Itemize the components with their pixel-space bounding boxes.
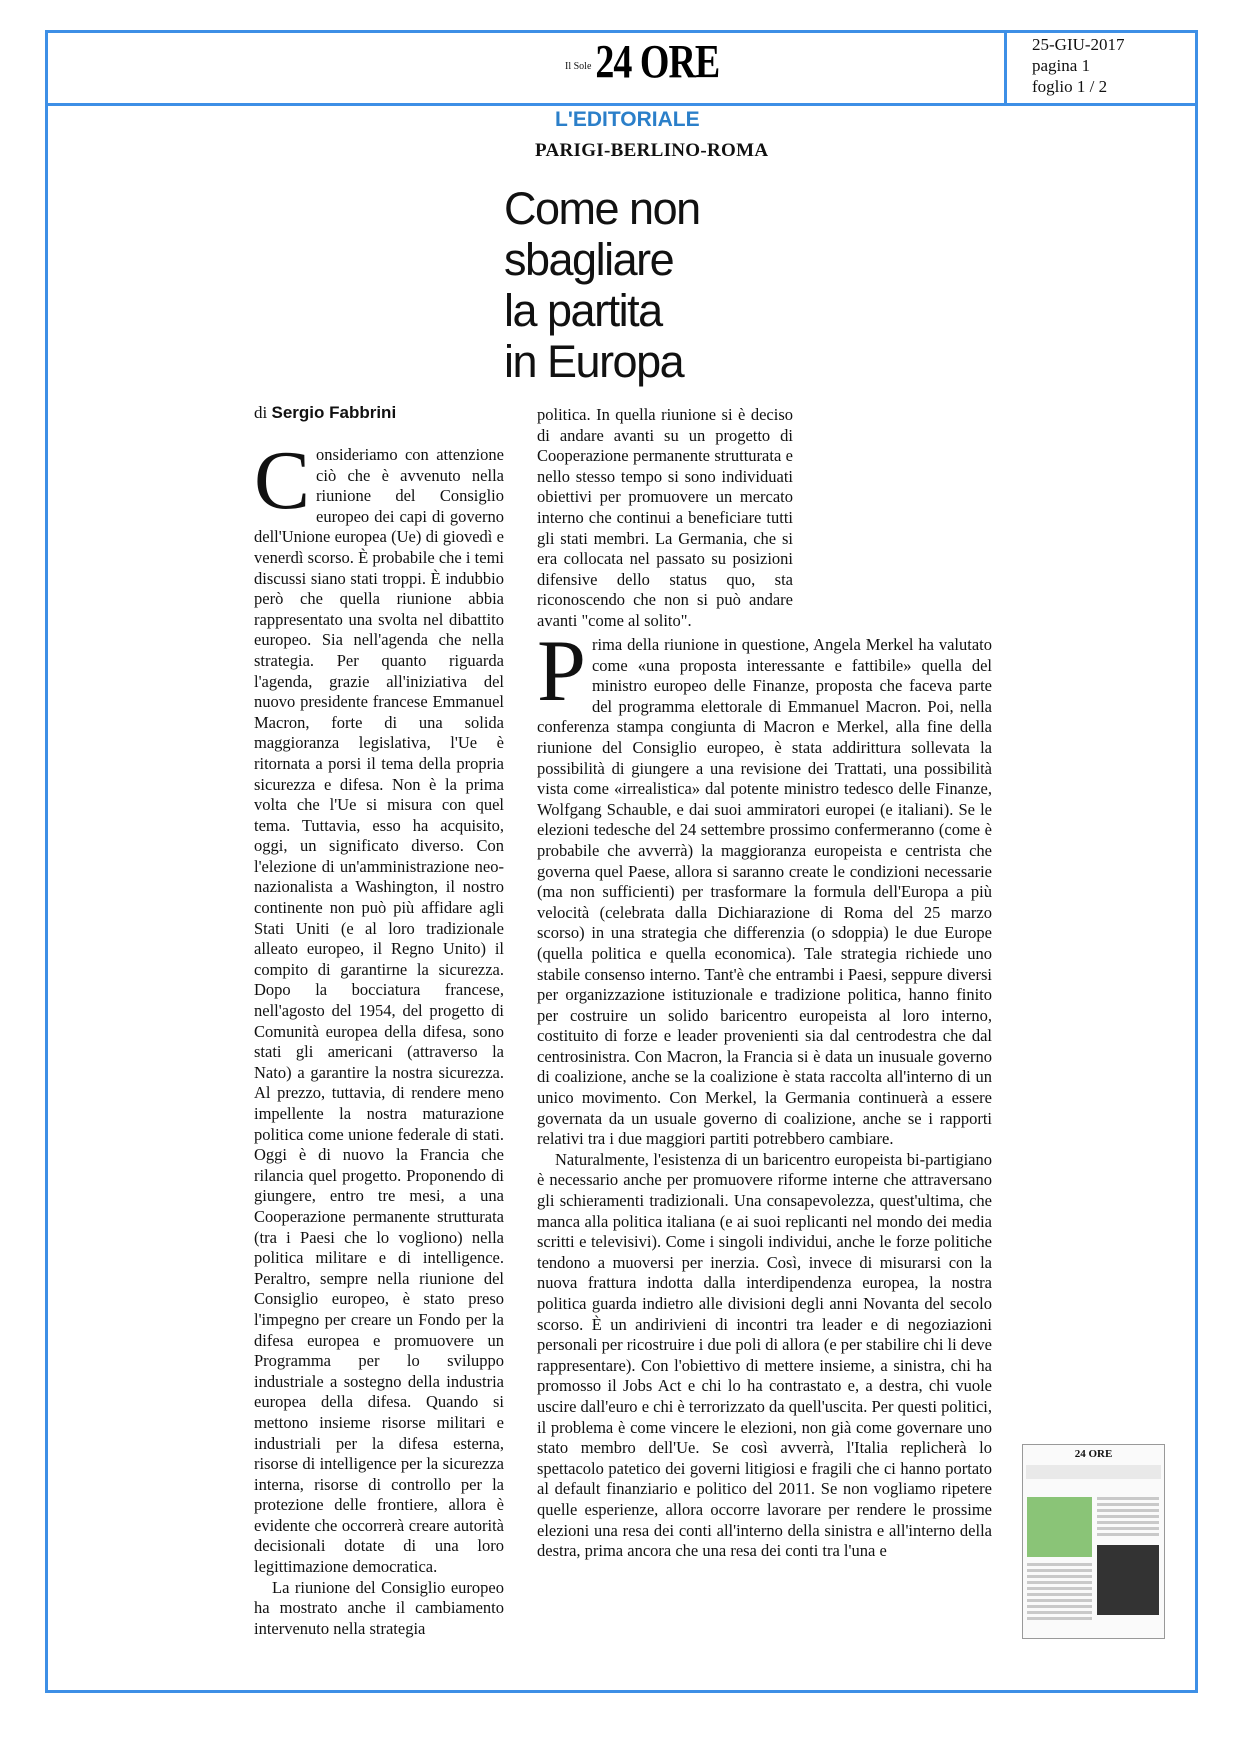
byline-prefix: di: [254, 403, 268, 422]
page-meta: [1032, 34, 1125, 97]
section-label: L'EDITORIALE: [555, 108, 700, 131]
front-page-thumbnail: [1022, 1444, 1165, 1639]
headline-line: in Europa: [504, 336, 684, 387]
thumbnail-masthead: 24 ORE: [1074, 1448, 1113, 1460]
date-label: 25-GIU-2017: [1032, 35, 1125, 54]
paragraph: Naturalmente, l'esistenza di un baricentro europeista bi-partigiano è necessario anche per promuovere riforme interne che attraversano gli schieramenti tradizionali. Una consapevolezza, quest'ultima, che manca alla politica italiana (e ai suoi replicanti nel mondo dei media scritti e televisivi). Come i singoli individui, anche le forze politiche tendono a muoversi per inerzia. Così, invece di misurarsi con la nuova frattura indotta dalla interdipendenza europea, la nostra politica guarda indietro alle divisioni degli anni Novanta del secolo scorso. È un andirivieni di incontri tra leader e di negoziazioni personali per ricostruire i due poli di allora (e per stabilire chi li deve rappresentare). Con l'obiettivo di mettere insieme, a sinistra, chi ha promosso il Jobs Act e chi lo ha contrastato e, a destra, chi vuole uscire dall'euro e chi è terrorizzato da quell'uscita. Per questi politici, il problema è come vincere le elezioni, non già come governare uno stato membro dell'Ue. Se così avverrà, l'Italia replicherà lo spettacolo patetico dei governi litigiosi e fragili che ci hanno portato al default finanziario e politico del 2011. Se non vogliamo ripetere quelle esperienze, allora occorre lavorare per rendere le prossime elezioni una resa dei conti all'interno della sinistra e all'interno della destra, prima ancora che una resa dei conti tra l'una e: [537, 1149, 992, 1561]
drop-cap: P: [537, 623, 586, 720]
headline-line: la partita: [504, 285, 662, 336]
drop-cap: C: [254, 434, 311, 527]
article-column-2-top: [537, 405, 793, 632]
page-label: pagina 1: [1032, 56, 1091, 75]
headline-line: sbagliare: [504, 234, 674, 285]
header-divider: [45, 103, 1198, 106]
thumbnail-dark-block: [1097, 1545, 1159, 1615]
byline-author: Sergio Fabbrini: [271, 403, 397, 422]
paragraph-text: rima della riunione in questione, Angela Merkel ha valutato come «una proposta interessante e fattibile» quella del ministro europeo delle Finanze, proposta che faceva parte del programma elettorale di Emmanuel Macron. Poi, nella conferenza stampa congiunta di Macron e Merkel, alla fine della riunione del Consiglio europeo, è stata addirittura sollevata la possibilità di giungere a una revisione dei Trattati, una possibilità vista come «irrealistica» dal potente ministro tedesco delle Finanze, Wolfgang Schauble, e dai suoi ammiratori europei (e italiani). Se le elezioni tedesche del 24 settembre prossimo confermeranno (come è probabile che avverrà) la maggioranza europeista e centrista che governa quel Paese, allora si saranno create le condizioni necessarie (ma non sufficienti) per trasformare la formula dell'Europa a più velocità (celebrata dalla Dichiarazione di Roma del 25 marzo scorso) in una strategia che differenzia (o sdoppia) le due Europe (quella politica e quella economica). Tale strategia richiede uno stabile consenso interno. Tant'è che entrambi i Paesi, seppure diversi per organizzazione istituzionale e tradizione politica, hanno finito per costruire un solido baricentro europeista al loro interno, costituito di forze e leader provenienti sia dal centrodestra che dal centrosinistra. Con Macron, la Francia si è data un inusuale governo di coalizione, anche se la coalizione è stata raccolta all'interno di un unico movimento. Con Merkel, la Germania continuerà a essere governata da un usuale governo di coalizione, anche se i rapporti relativi tra i due maggiori partiti potrebbero cambiare.: [537, 635, 992, 1149]
masthead-logo: [565, 38, 719, 94]
paragraph: politica. In quella riunione si è deciso di andare avanti su un progetto di Cooperazione permanente strutturata e nello stesso tempo si sono individuati obiettivi per promuovere un mercato interno che continui a beneficiare tutti gli stati membri. La Germania, che si era collocata nel passato su posizioni difensive dello status quo, sta riconoscendo che non si può andare avanti "come al solito".: [537, 405, 793, 630]
thumbnail-green-block: [1027, 1497, 1092, 1557]
headline: [504, 183, 804, 387]
masthead-small: Il Sole: [565, 61, 592, 72]
paragraph: La riunione del Consiglio europeo ha mostrato anche il cambiamento intervenuto nella strategia: [254, 1577, 504, 1638]
article-column-2: [537, 623, 992, 1562]
article-column-1: [254, 434, 504, 1639]
masthead-big: 24 ORE: [595, 36, 720, 89]
header-column-divider: [1004, 30, 1007, 105]
paragraph: [254, 434, 504, 1578]
sheet-label: foglio 1 / 2: [1032, 77, 1108, 96]
thumbnail-band: [1026, 1465, 1161, 1479]
paragraph-text: onsideriamo con attenzione ciò che è avvenuto nella riunione del Consiglio europeo dei capi di governo dell'Unione europea (Ue) di giovedì e venerdì scorso. È probabile che i temi discussi siano stati troppi. È indubbio però che quella riunione abbia rappresentato una svolta nel dibattito europeo. Sia nell'agenda che nella strategia. Per quanto riguarda l'agenda, grazie all'iniziativa del nuovo presidente francese Emmanuel Macron, forte di una solida maggioranza legislativa, l'Ue è ritornata a porsi il tema della propria sicurezza e difesa. Non è la prima volta che l'Ue si misura con quel tema. Tuttavia, esso ha acquisito, oggi, un significato diverso. Con l'elezione di un'amministrazione neo-nazionalista a Washington, il nostro continente non può più affidare agli Stati Uniti (e al loro tradizionale alleato europeo, il Regno Unito) il compito di garantirne la sicurezza. Dopo la bocciatura francese, nell'agosto del 1954, del progetto di Comunità europea della difesa, sono stati gli americani (attraverso la Nato) a garantire la nostra sicurezza. Al prezzo, tuttavia, di rendere meno impellente la nostra maturazione politica come unione federale di stati. Oggi è di nuovo la Francia che rilancia quel progetto. Proponendo di giungere, entro tre mesi, a una Cooperazione permanente strutturata (tra i Paesi che lo vogliono) nella politica militare e di intelligence. Peraltro, sempre nella riunione del Consiglio europeo, è stato preso l'impegno per creare un Fondo per la difesa europea e promuovere un Programma per lo sviluppo industriale a sostegno della industria europea della difesa. Quando si mettono insieme risorse militari e industriali per la difesa esterna, risorse di intelligence per la sicurezza interna, risorse di controllo per la protezione delle frontiere, allora è evidente che occorrerà creare autorità decisionali dotate di una loro legittimazione democratica.: [254, 445, 504, 1577]
thumbnail-text-lines: [1097, 1497, 1159, 1539]
subsection-label: PARIGI-BERLINO-ROMA: [535, 140, 769, 161]
byline: [254, 403, 396, 423]
thumbnail-text-lines: [1027, 1563, 1092, 1623]
headline-line: Come non: [504, 183, 700, 234]
paragraph: [537, 623, 992, 1150]
